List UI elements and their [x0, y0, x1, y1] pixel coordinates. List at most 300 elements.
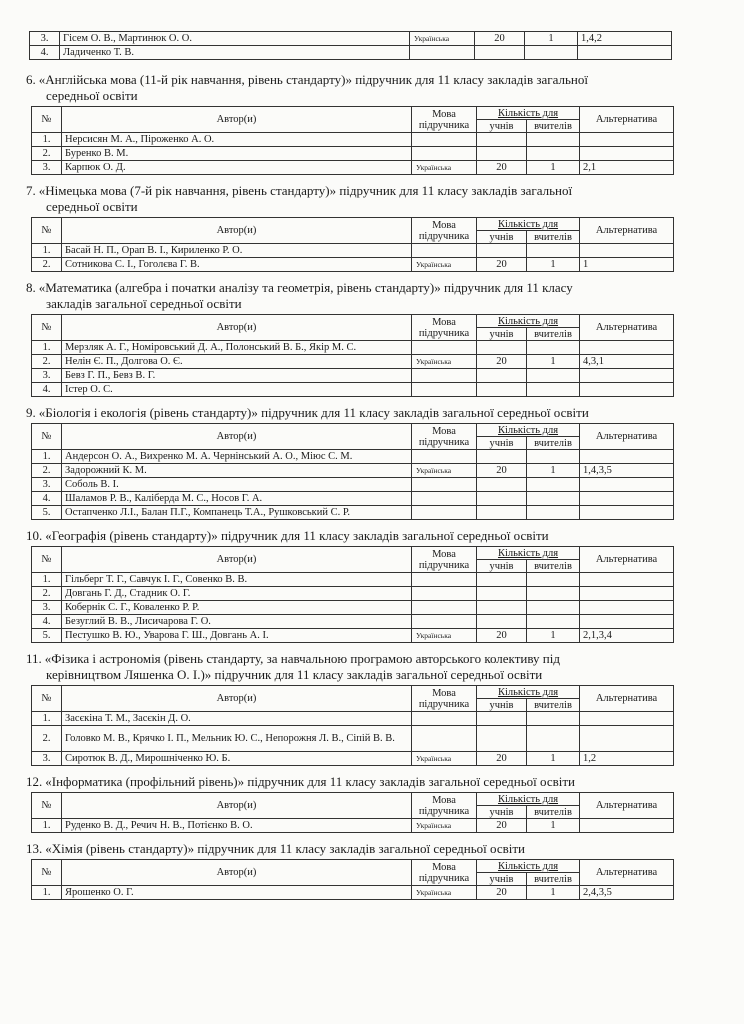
header-author: Автор(и)	[62, 107, 412, 133]
header-number: №	[32, 860, 62, 886]
header-row	[32, 686, 674, 699]
header-row	[32, 218, 674, 231]
header-number: №	[32, 547, 62, 573]
teachers-count: 1	[527, 752, 580, 766]
table-row	[32, 244, 674, 258]
author-cell: Нелін Є. П., Долгова О. Є.	[62, 355, 412, 369]
language-cell: Українська	[412, 464, 477, 478]
textbook-table	[31, 859, 674, 900]
header-teachers: вчителів	[527, 699, 580, 712]
table-row	[32, 629, 674, 643]
header-students: учнів	[477, 699, 527, 712]
header-students: учнів	[477, 560, 527, 573]
section-title	[22, 72, 676, 104]
teachers-count: 1	[527, 355, 580, 369]
section-title	[22, 651, 676, 683]
author-cell: Сотникова С. І., Гоголєва Г. В.	[62, 258, 412, 272]
row-number: 1.	[32, 819, 62, 833]
teachers-count: 1	[525, 32, 578, 46]
section-title	[22, 841, 676, 857]
table-row	[32, 615, 674, 629]
header-students: учнів	[477, 806, 527, 819]
language-cell	[412, 587, 477, 601]
header-author: Автор(и)	[62, 793, 412, 819]
header-alternative: Альтернатива	[580, 218, 674, 244]
header-author: Автор(и)	[62, 860, 412, 886]
section-number: 6.	[26, 72, 36, 87]
header-quantity: Кількість для	[477, 547, 580, 560]
header-language-line: підручника	[418, 872, 470, 884]
row-number: 1.	[32, 133, 62, 147]
students-count	[477, 450, 527, 464]
row-number: 2.	[32, 355, 62, 369]
students-count: 20	[477, 629, 527, 643]
table-row	[32, 726, 674, 752]
table-row	[32, 464, 674, 478]
students-count	[477, 506, 527, 520]
section-number: 10.	[26, 528, 43, 543]
header-students: учнів	[477, 328, 527, 341]
students-count	[477, 244, 527, 258]
language-cell: Українська	[412, 629, 477, 643]
students-count	[477, 573, 527, 587]
teachers-count	[527, 450, 580, 464]
section-title	[22, 280, 676, 312]
textbook-section	[22, 651, 722, 766]
alternative-cell	[580, 244, 674, 258]
section-number: 12.	[26, 774, 43, 789]
teachers-count	[527, 615, 580, 629]
header-author: Автор(и)	[62, 547, 412, 573]
alternative-cell	[578, 46, 672, 60]
alternative-cell	[580, 615, 674, 629]
sections-container	[22, 72, 722, 908]
section-title	[22, 774, 676, 790]
teachers-count	[527, 506, 580, 520]
author-cell: Сиротюк В. Д., Мирошніченко Ю. Б.	[62, 752, 412, 766]
textbook-section	[22, 405, 722, 520]
table-row	[32, 133, 674, 147]
section-title-line: «Інформатика (профільний рівень)» підручник для 11 класу закладів загальної середньої освіти	[45, 774, 576, 789]
row-number: 4.	[30, 46, 60, 60]
header-teachers: вчителів	[527, 328, 580, 341]
header-number: №	[32, 686, 62, 712]
header-students: учнів	[477, 231, 527, 244]
teachers-count: 1	[527, 819, 580, 833]
header-alternative: Альтернатива	[580, 107, 674, 133]
section-number: 9.	[26, 405, 36, 420]
table-row	[32, 886, 674, 900]
header-alternative: Альтернатива	[580, 686, 674, 712]
row-number: 3.	[32, 478, 62, 492]
header-language	[412, 107, 477, 133]
author-cell: Гільберг Т. Г., Савчук І. Г., Совенко В. В.	[62, 573, 412, 587]
row-number: 2.	[32, 587, 62, 601]
alternative-cell	[580, 147, 674, 161]
header-alternative: Альтернатива	[580, 860, 674, 886]
teachers-count: 1	[527, 886, 580, 900]
table-row	[32, 341, 674, 355]
author-cell: Головко М. В., Крячко І. П., Мельник Ю. С., Непорожня Л. В., Сіпій В. В.	[62, 726, 412, 752]
author-cell: Безуглий В. В., Лисичарова Г. О.	[62, 615, 412, 629]
students-count	[477, 478, 527, 492]
students-count	[475, 46, 525, 60]
row-number: 1.	[32, 244, 62, 258]
section-number: 8.	[26, 280, 36, 295]
students-count	[477, 615, 527, 629]
continued-table	[29, 31, 672, 60]
table-row	[32, 478, 674, 492]
header-teachers: вчителів	[527, 120, 580, 133]
table-row	[32, 587, 674, 601]
header-row	[32, 424, 674, 437]
header-row	[32, 547, 674, 560]
header-author: Автор(и)	[62, 218, 412, 244]
language-cell: Українська	[412, 161, 477, 175]
header-alternative: Альтернатива	[580, 793, 674, 819]
header-quantity: Кількість для	[477, 793, 580, 806]
students-count	[477, 587, 527, 601]
section-title-line: «Німецька мова (7-й рік навчання, рівень стандарту)» підручник для 11 класу закладів загальної	[38, 183, 573, 198]
header-language	[412, 424, 477, 450]
header-number: №	[32, 424, 62, 450]
header-author: Автор(и)	[62, 686, 412, 712]
alternative-cell	[580, 133, 674, 147]
teachers-count: 1	[527, 629, 580, 643]
language-cell: Українська	[410, 32, 475, 46]
header-quantity: Кількість для	[477, 860, 580, 873]
alternative-cell	[580, 601, 674, 615]
section-number: 7.	[26, 183, 36, 198]
table-row	[32, 383, 674, 397]
table-row	[32, 147, 674, 161]
table-row	[32, 355, 674, 369]
alternative-cell	[580, 573, 674, 587]
teachers-count	[527, 492, 580, 506]
header-quantity: Кількість для	[477, 218, 580, 231]
author-cell: Пестушко В. Ю., Уварова Г. Ш., Довгань А. І.	[62, 629, 412, 643]
row-number: 4.	[32, 615, 62, 629]
header-language-line: підручника	[418, 327, 470, 339]
row-number: 2.	[32, 726, 62, 752]
header-row	[32, 793, 674, 806]
alternative-cell	[580, 383, 674, 397]
author-cell: Шаламов Р. В., Каліберда М. С., Носов Г. А.	[62, 492, 412, 506]
table-row	[30, 46, 672, 60]
header-author: Автор(и)	[62, 424, 412, 450]
language-cell: Українська	[412, 819, 477, 833]
teachers-count	[527, 383, 580, 397]
teachers-count: 1	[527, 258, 580, 272]
language-cell	[412, 573, 477, 587]
row-number: 3.	[32, 369, 62, 383]
header-language-line: підручника	[418, 119, 470, 131]
row-number: 2.	[32, 147, 62, 161]
teachers-count: 1	[527, 464, 580, 478]
header-language-line: Мова	[432, 861, 456, 873]
header-teachers: вчителів	[527, 560, 580, 573]
author-cell: Остапченко Л.І., Балан П.Г., Компанець Т.А., Рушковський С. Р.	[62, 506, 412, 520]
header-students: учнів	[477, 437, 527, 450]
language-cell	[412, 147, 477, 161]
header-teachers: вчителів	[527, 806, 580, 819]
table-row	[32, 752, 674, 766]
table-row	[32, 161, 674, 175]
row-number: 1.	[32, 712, 62, 726]
language-cell: Українська	[412, 886, 477, 900]
header-quantity: Кількість для	[477, 686, 580, 699]
section-title	[22, 405, 676, 421]
row-number: 3.	[32, 752, 62, 766]
header-language-line: Мова	[432, 219, 456, 231]
header-number: №	[32, 315, 62, 341]
teachers-count	[527, 341, 580, 355]
teachers-count	[527, 244, 580, 258]
header-students: учнів	[477, 873, 527, 886]
header-language	[412, 686, 477, 712]
teachers-count	[527, 587, 580, 601]
teachers-count	[527, 726, 580, 752]
header-language-line: підручника	[418, 805, 470, 817]
author-cell: Мерзляк А. Г., Номіровський Д. А., Полонський В. Б., Якір М. С.	[62, 341, 412, 355]
teachers-count	[527, 601, 580, 615]
table-row	[32, 369, 674, 383]
alternative-cell: 1	[580, 258, 674, 272]
language-cell	[412, 383, 477, 397]
row-number: 4.	[32, 383, 62, 397]
textbook-section	[22, 72, 722, 175]
students-count	[477, 341, 527, 355]
row-number: 5.	[32, 506, 62, 520]
section-title-line: середньої освіти	[46, 88, 138, 103]
textbook-section	[22, 841, 722, 900]
alternative-cell: 2,4,3,5	[580, 886, 674, 900]
table-row	[30, 32, 672, 46]
row-number: 3.	[30, 32, 60, 46]
header-language-line: підручника	[418, 230, 470, 242]
header-teachers: вчителів	[527, 231, 580, 244]
students-count: 20	[477, 819, 527, 833]
textbook-table	[31, 106, 674, 175]
header-quantity: Кількість для	[477, 107, 580, 120]
section-title-line: «Математика (алгебра і початки аналізу та геометрія, рівень стандарту)» підручник для 11 класу	[38, 280, 573, 295]
header-alternative: Альтернатива	[580, 547, 674, 573]
alternative-cell: 2,1,3,4	[580, 629, 674, 643]
table-row	[32, 506, 674, 520]
header-language-line: Мова	[432, 687, 456, 699]
author-cell: Кобернік С. Г., Коваленко Р. Р.	[62, 601, 412, 615]
language-cell	[412, 506, 477, 520]
students-count: 20	[475, 32, 525, 46]
alternative-cell: 1,4,2	[578, 32, 672, 46]
teachers-count	[527, 147, 580, 161]
alternative-cell	[580, 726, 674, 752]
language-cell	[412, 369, 477, 383]
language-cell	[412, 601, 477, 615]
textbook-table	[31, 423, 674, 520]
header-row	[32, 315, 674, 328]
section-number: 11.	[26, 651, 42, 666]
students-count: 20	[477, 161, 527, 175]
author-cell: Карпюк О. Д.	[62, 161, 412, 175]
language-cell	[412, 244, 477, 258]
header-language	[412, 860, 477, 886]
textbook-table	[31, 314, 674, 397]
table-row	[32, 573, 674, 587]
header-language-line: підручника	[418, 698, 470, 710]
row-number: 2.	[32, 258, 62, 272]
alternative-cell	[580, 492, 674, 506]
teachers-count	[527, 133, 580, 147]
row-number: 2.	[32, 464, 62, 478]
students-count	[477, 712, 527, 726]
textbook-section	[22, 183, 722, 272]
students-count: 20	[477, 752, 527, 766]
language-cell: Українська	[412, 752, 477, 766]
table-row	[32, 712, 674, 726]
author-cell: Ладиченко Т. В.	[60, 46, 410, 60]
alternative-cell	[580, 819, 674, 833]
students-count: 20	[477, 464, 527, 478]
author-cell: Задорожний К. М.	[62, 464, 412, 478]
students-count: 20	[477, 355, 527, 369]
textbook-section	[22, 774, 722, 833]
header-language	[412, 547, 477, 573]
author-cell: Гісем О. В., Мартинюк О. О.	[60, 32, 410, 46]
header-number: №	[32, 793, 62, 819]
row-number: 5.	[32, 629, 62, 643]
language-cell	[412, 492, 477, 506]
textbook-table	[31, 546, 674, 643]
students-count	[477, 492, 527, 506]
language-cell	[412, 726, 477, 752]
alternative-cell	[580, 369, 674, 383]
row-number: 1.	[32, 450, 62, 464]
author-cell: Андерсон О. А., Вихренко М. А. Чернінський А. О., Міюс С. М.	[62, 450, 412, 464]
section-title	[22, 183, 676, 215]
language-cell	[410, 46, 475, 60]
header-number: №	[32, 107, 62, 133]
author-cell: Бевз Г. П., Бевз В. Г.	[62, 369, 412, 383]
header-language	[412, 315, 477, 341]
row-number: 1.	[32, 341, 62, 355]
teachers-count	[527, 478, 580, 492]
header-teachers: вчителів	[527, 873, 580, 886]
language-cell: Українська	[412, 355, 477, 369]
header-row	[32, 860, 674, 873]
teachers-count	[527, 573, 580, 587]
section-title	[22, 528, 676, 544]
alternative-cell	[580, 506, 674, 520]
header-teachers: вчителів	[527, 437, 580, 450]
table-row	[32, 450, 674, 464]
section-title-line: «Біологія і екологія (рівень стандарту)» підручник для 11 класу закладів загальної середньої освіти	[38, 405, 589, 420]
alternative-cell	[580, 587, 674, 601]
alternative-cell: 1,4,3,5	[580, 464, 674, 478]
textbook-section	[22, 528, 722, 643]
header-language-line: Мова	[432, 108, 456, 120]
row-number: 1.	[32, 573, 62, 587]
section-title-line: керівництвом Ляшенка О. І.)» підручник для 11 класу закладів загальної середньої освіти	[46, 667, 543, 682]
language-cell	[412, 615, 477, 629]
section-title-line: «Фізика і астрономія (рівень стандарту, за навчальною програмою авторського колективу під	[44, 651, 560, 666]
language-cell	[412, 341, 477, 355]
row-number: 1.	[32, 886, 62, 900]
table-row	[32, 601, 674, 615]
teachers-count	[525, 46, 578, 60]
language-cell	[412, 133, 477, 147]
header-language-line: підручника	[418, 559, 470, 571]
teachers-count	[527, 712, 580, 726]
author-cell: Довгань Г. Д., Стадник О. Г.	[62, 587, 412, 601]
header-language-line: Мова	[432, 425, 456, 437]
header-language	[412, 218, 477, 244]
alternative-cell: 4,3,1	[580, 355, 674, 369]
header-alternative: Альтернатива	[580, 424, 674, 450]
alternative-cell	[580, 341, 674, 355]
students-count	[477, 726, 527, 752]
alternative-cell: 1,2	[580, 752, 674, 766]
students-count	[477, 369, 527, 383]
section-title-line: закладів загальної середньої освіти	[46, 296, 242, 311]
textbook-table	[31, 685, 674, 766]
row-number: 3.	[32, 161, 62, 175]
students-count: 20	[477, 258, 527, 272]
alternative-cell	[580, 450, 674, 464]
header-author: Автор(и)	[62, 315, 412, 341]
header-language-line: Мова	[432, 794, 456, 806]
language-cell	[412, 450, 477, 464]
section-title-line: середньої освіти	[46, 199, 138, 214]
header-language	[412, 793, 477, 819]
section-title-line: «Хімія (рівень стандарту)» підручник для 11 класу закладів загальної середньої освіти	[45, 841, 526, 856]
header-alternative: Альтернатива	[580, 315, 674, 341]
header-language-line: Мова	[432, 316, 456, 328]
header-students: учнів	[477, 120, 527, 133]
teachers-count	[527, 369, 580, 383]
header-quantity: Кількість для	[477, 424, 580, 437]
author-cell: Соболь В. І.	[62, 478, 412, 492]
header-number: №	[32, 218, 62, 244]
author-cell: Істер О. С.	[62, 383, 412, 397]
header-language-line: підручника	[418, 436, 470, 448]
alternative-cell	[580, 478, 674, 492]
students-count: 20	[477, 886, 527, 900]
table-row	[32, 258, 674, 272]
author-cell: Ярошенко О. Г.	[62, 886, 412, 900]
language-cell	[412, 712, 477, 726]
language-cell: Українська	[412, 258, 477, 272]
author-cell: Руденко В. Д., Речич Н. В., Потієнко В. О.	[62, 819, 412, 833]
students-count	[477, 133, 527, 147]
section-number: 13.	[26, 841, 43, 856]
language-cell	[412, 478, 477, 492]
teachers-count: 1	[527, 161, 580, 175]
alternative-cell	[580, 712, 674, 726]
table-row	[32, 819, 674, 833]
header-quantity: Кількість для	[477, 315, 580, 328]
textbook-table	[31, 217, 674, 272]
students-count	[477, 383, 527, 397]
alternative-cell: 2,1	[580, 161, 674, 175]
textbook-table	[31, 792, 674, 833]
header-row	[32, 107, 674, 120]
students-count	[477, 601, 527, 615]
row-number: 3.	[32, 601, 62, 615]
author-cell: Буренко В. М.	[62, 147, 412, 161]
row-number: 4.	[32, 492, 62, 506]
author-cell: Басай Н. П., Орап В. І., Кириленко Р. О.	[62, 244, 412, 258]
